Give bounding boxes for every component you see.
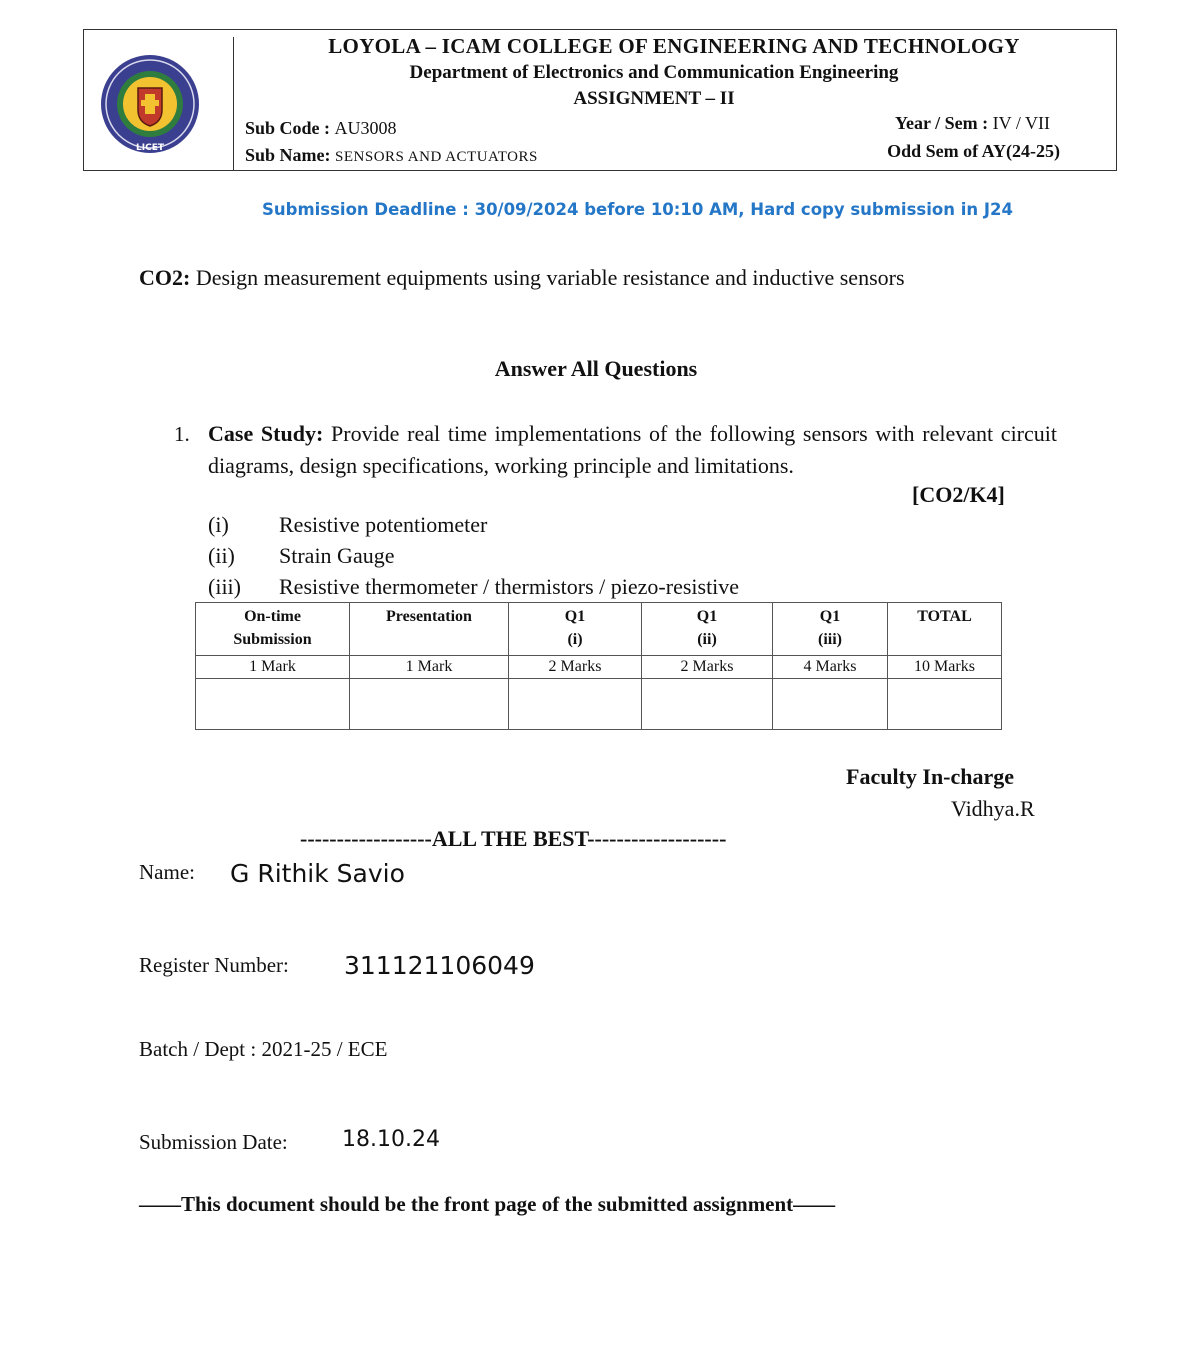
submission-date-label: Submission Date: — [139, 1130, 288, 1154]
course-outcome — [139, 261, 1019, 294]
name-label: Name: — [139, 860, 195, 884]
year-sem-label: Year / Sem : — [895, 113, 993, 133]
sub-name-label: Sub Name: — [245, 145, 336, 165]
table-cell-empty — [642, 679, 773, 730]
table-cell-empty — [509, 679, 642, 730]
table-cell-empty — [196, 679, 350, 730]
question-body: Provide real time implementations of the following sensors with relevant circuit diagrams, design specifications, working principle and limitations. — [208, 421, 1058, 478]
submission-date: 18.10.24 — [342, 1127, 440, 1152]
year-sem-value: IV / VII — [992, 113, 1050, 133]
question-lead: Case Study: — [208, 421, 324, 446]
co2-label: CO2: — [139, 265, 191, 290]
best-wishes: ------------------ALL THE BEST------------------- — [300, 826, 727, 851]
table-cell-empty — [773, 679, 888, 730]
department-name: Department of Electronics and Communication Engineering — [409, 62, 899, 83]
instruction-heading: Answer All Questions — [494, 356, 698, 381]
table-header-cell: Q1 (iii) — [773, 603, 888, 656]
subitem-num: (iii) — [208, 574, 241, 599]
subitem-num: (ii) — [208, 543, 235, 568]
table-header-cell: Q1 (ii) — [642, 603, 773, 656]
table-cell-empty — [888, 679, 1002, 730]
question-number: 1. — [174, 422, 190, 446]
faculty-name: Vidhya.R — [951, 796, 1035, 821]
table-row — [196, 656, 1002, 679]
table-row — [196, 679, 1002, 730]
table-header-row — [196, 603, 1002, 656]
table-cell: 1 Mark — [350, 656, 509, 679]
table-cell: 2 Marks — [509, 656, 642, 679]
sub-code-line — [245, 118, 397, 139]
subitem-num: (i) — [208, 512, 229, 537]
batch-dept: Batch / Dept : 2021-25 / ECE — [139, 1037, 388, 1061]
college-logo — [98, 52, 202, 160]
college-name: LOYOLA – ICAM COLLEGE OF ENGINEERING AND TECHNOLOGY — [328, 34, 1020, 58]
table-header-cell: Presentation — [350, 603, 509, 656]
question-tag: [CO2/K4] — [912, 482, 1005, 507]
table-cell: 4 Marks — [773, 656, 888, 679]
semester-info: Odd Sem of AY(24-25) — [887, 141, 1060, 161]
register-number: 311121106049 — [344, 951, 535, 980]
table-cell-empty — [350, 679, 509, 730]
sub-code-value: AU3008 — [334, 118, 397, 138]
faculty-title: Faculty In-charge — [846, 764, 1015, 789]
sub-name-line — [245, 145, 538, 166]
table-header-cell: TOTAL — [888, 603, 1002, 656]
footer-note: ——This document should be the front page of the submitted assignment—— — [139, 1192, 836, 1216]
register-label: Register Number: — [139, 953, 289, 977]
question-text — [208, 418, 1057, 482]
subitem-text: Strain Gauge — [279, 543, 395, 568]
assignment-title: ASSIGNMENT – II — [573, 88, 735, 109]
year-sem-line — [760, 113, 1050, 134]
table-cell: 10 Marks — [888, 656, 1002, 679]
sub-name-value: SENSORS AND ACTUATORS — [335, 149, 538, 165]
svg-text:LICET: LICET — [136, 143, 164, 153]
subitem-text: Resistive thermometer / thermistors / piezo-resistive — [279, 574, 740, 599]
table-header-cell: On-time Submission — [196, 603, 350, 656]
subitem-text: Resistive potentiometer — [279, 512, 488, 537]
table-cell: 1 Mark — [196, 656, 350, 679]
table-cell: 2 Marks — [642, 656, 773, 679]
co2-text: Design measurement equipments using variable resistance and inductive sensors — [190, 265, 905, 290]
marks-table — [195, 602, 1002, 730]
table-header-cell: Q1 (i) — [509, 603, 642, 656]
sub-code-label: Sub Code : — [245, 118, 335, 138]
student-name: G Rithik Savio — [230, 859, 405, 888]
submission-deadline: Submission Deadline : 30/09/2024 before 10:10 AM, Hard copy submission in J24 — [262, 200, 1013, 219]
